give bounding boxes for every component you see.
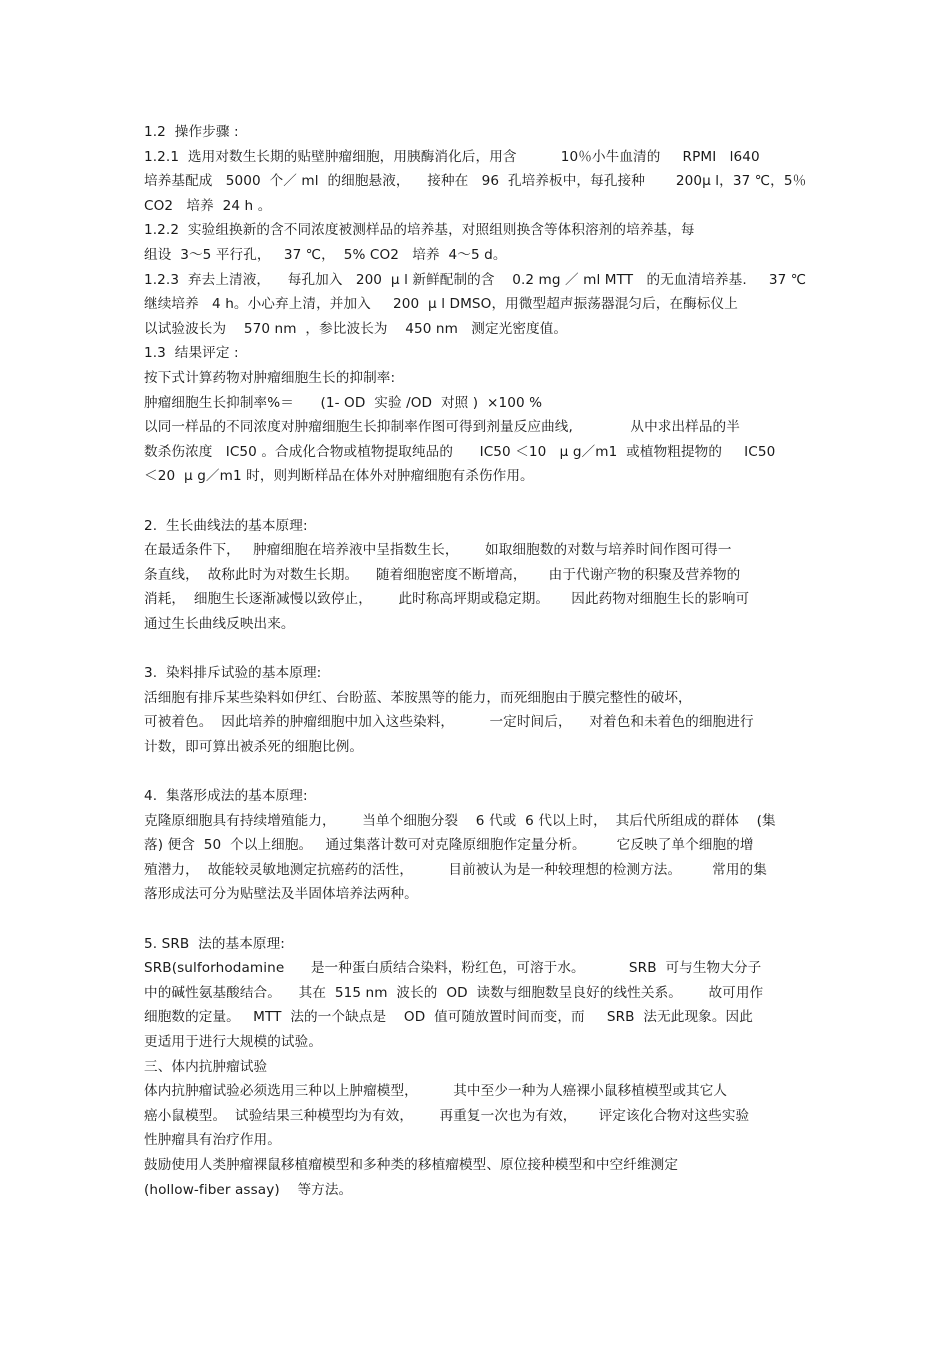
text-line: 落) 便含 50 个以上细胞。 通过集落计数可对克隆原细胞作定量分析。 它反映了单个细胞的增 [144, 837, 754, 854]
text-line: 细胞数的定量。 MTT 法的一个缺点是 OD 值可随放置时间而变，而 SRB 法无此现象。因此 [144, 1009, 753, 1026]
text-line: 鼓励使用人类肿瘤裸鼠移植瘤模型和多种类的移植瘤模型、原位接种模型和中空纤维测定 [144, 1156, 679, 1173]
text-line: SRB(sulforhodamine 是一种蛋白质结合染料，粉红色，可溶于水。 SRB 可与生物大分子 [144, 960, 762, 977]
paragraph-gap [144, 907, 814, 932]
text-line: 1.2.2 实验组换新的含不同浓度被测样品的培养基，对照组则换含等体积溶剂的培养基，每 [144, 222, 695, 239]
text-line: 5. SRB 法的基本原理: [144, 935, 285, 952]
text-line: 以试验波长为 570 nm ，参比波长为 450 nm 测定光密度值。 [144, 320, 568, 337]
document-body [144, 120, 814, 1202]
text-line: 按下式计算药物对肿瘤细胞生长的抑制率: [144, 369, 396, 386]
text-line: 培养基配成 5000 个／ ml 的细胞悬液， 接种在 96 孔培养板中，每孔接种 200μ l，37 ℃，5％ [144, 173, 807, 190]
text-line: 2. 生长曲线法的基本原理: [144, 517, 308, 534]
paragraph-gap [144, 636, 814, 661]
text-line: 更适用于进行大规模的试验。 [144, 1033, 323, 1050]
text-line: 性肿瘤具有治疗作用。 [144, 1132, 281, 1149]
text-line: 殖潜力， 故能较灵敏地测定抗癌药的活性， 目前被认为是一种较理想的检测方法。 常用的集 [144, 861, 767, 878]
text-line: 条直线， 故称此时为对数生长期。 随着细胞密度不断增高， 由于代谢产物的积聚及营养物的 [144, 566, 741, 583]
text-line: 1.2 操作步骤 : [144, 124, 239, 140]
text-line: 3. 染料排斥试验的基本原理: [144, 665, 322, 682]
text-line: 活细胞有排斥某些染料如伊红、台盼蓝、苯胺黑等的能力，而死细胞由于膜完整性的破坏， [144, 689, 692, 706]
text-line: 数杀伤浓度 IC50 。合成化合物或植物提取纯品的 IC50 ＜10 μ g／m1 或植物粗提物的 IC50 [144, 443, 776, 460]
text-line: 通过生长曲线反映出来。 [144, 615, 295, 632]
text-line: 体内抗肿瘤试验必须选用三种以上肿瘤模型， 其中至少一种为人癌裸小鼠移植模型或其它人 [144, 1083, 728, 1100]
text-line: 克隆原细胞具有持续增殖能力， 当单个细胞分裂 6 代或 6 代以上时， 其后代所组成的群体 (集 [144, 812, 776, 829]
text-line: 以同一样品的不同浓度对肿瘤细胞生长抑制率作图可得到剂量反应曲线, 从中求出样品的半 [144, 419, 740, 436]
text-line: 可被着色。 因此培养的肿瘤细胞中加入这些染料， 一定时间后， 对着色和未着色的细胞进行 [144, 714, 754, 731]
text-line: 1.2.3 弃去上清液， 每孔加入 200 μ l 新鲜配制的含 0.2 mg ／ ml MTT 的无血清培养基. 37 ℃ [144, 271, 807, 288]
text-line: 中的碱性氨基酸结合。 其在 515 nm 波长的 OD 读数与细胞数呈良好的线性关系。 故可用作 [144, 984, 764, 1001]
text-line: 4. 集落形成法的基本原理: [144, 788, 308, 805]
text-line: 三、体内抗肿瘤试验 [144, 1058, 268, 1075]
text-line: 在最适条件下， 肿瘤细胞在培养液中呈指数生长， 如取细胞数的对数与培养时间作图可得一 [144, 542, 732, 559]
text-line: 1.2.1 选用对数生长期的贴壁肿瘤细胞，用胰酶消化后，用含 10％小牛血清的 RPMI l640 [144, 148, 760, 165]
text-line: 继续培养 4 h。小心弃上清，并加入 200 μ l DMSO，用微型超声振荡器混匀后，在酶标仪上 [144, 296, 738, 313]
paragraph-gap [144, 759, 814, 784]
text-line: ＜20 μ g／m1 时，则判断样品在体外对肿瘤细胞有杀伤作用。 [144, 468, 534, 485]
text-line: (hollow-fiber assay) 等方法。 [144, 1181, 353, 1198]
text-line: 消耗， 细胞生长逐渐减慢以致停止， 此时称高坪期或稳定期。 因此药物对细胞生长的影响可 [144, 591, 750, 608]
text-line: 1.3 结果评定 : [144, 345, 239, 362]
text-line: 落形成法可分为贴壁法及半固体培养法两种。 [144, 886, 418, 903]
text-line: CO2 培养 24 h 。 [144, 197, 272, 214]
text-line: 癌小鼠模型。 试验结果三种模型均为有效， 再重复一次也为有效， 评定该化合物对这些实验 [144, 1107, 750, 1124]
paragraph-gap [144, 489, 814, 514]
text-line: 肿瘤细胞生长抑制率%＝ (1- OD 实验 /OD 对照 ) ×100 % [144, 394, 543, 411]
text-line: 组设 3～5 平行孔， 37 ℃， 5% CO2 培养 4～5 d。 [144, 246, 507, 263]
text-line: 计数，即可算出被杀死的细胞比例。 [144, 738, 364, 755]
